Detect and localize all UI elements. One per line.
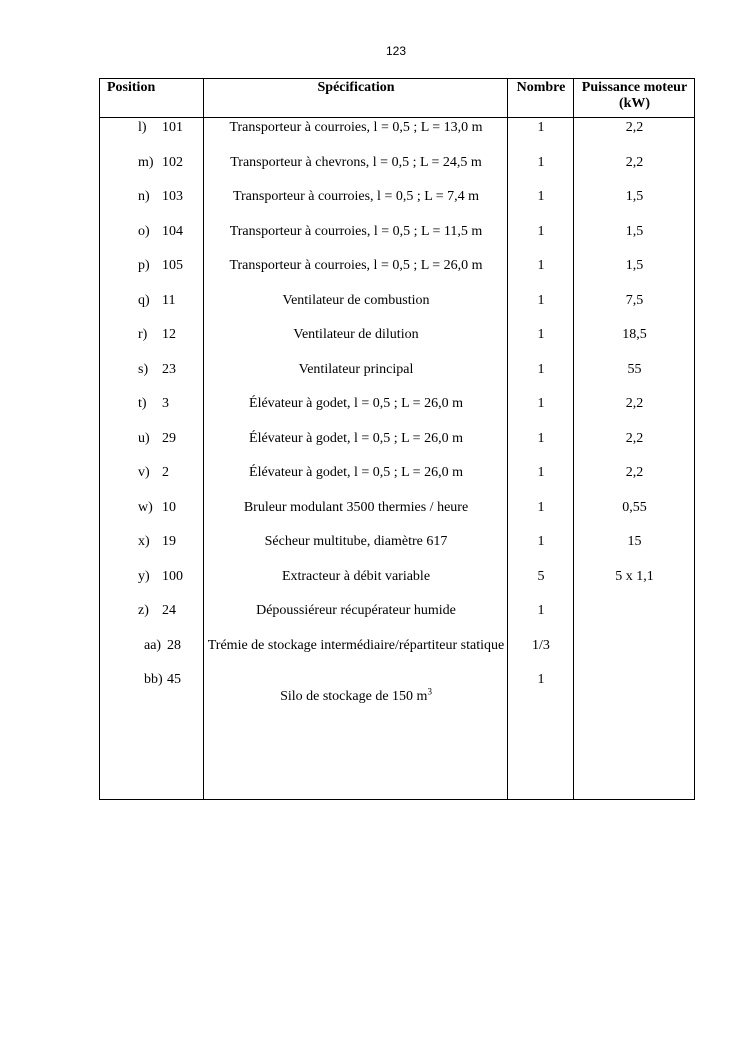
row-power: 2,2 [625, 465, 644, 480]
row-letter: w) [138, 499, 153, 515]
row-count: 5 [537, 568, 545, 584]
row-number: 102 [162, 154, 183, 170]
table-row [100, 258, 696, 292]
table-row [100, 120, 696, 154]
table-row [100, 672, 696, 712]
table-row [100, 327, 696, 361]
row-count: 1 [537, 154, 545, 170]
row-power: 18,5 [622, 327, 647, 342]
row-letter: p) [138, 258, 150, 273]
table-row [100, 603, 696, 637]
row-letter: n) [138, 189, 150, 204]
row-number: 23 [162, 361, 176, 377]
row-power: 2,2 [625, 154, 644, 170]
table-row [100, 638, 696, 672]
row-count: 1 [537, 258, 545, 273]
header-specification: Spécification [317, 80, 395, 95]
row-count: 1 [537, 499, 545, 515]
row-specification: Élévateur à godet, l = 0,5 ; L = 26,0 m [249, 465, 463, 480]
row-power: 2,2 [625, 396, 644, 411]
row-count: 1 [537, 430, 545, 446]
row-number: 3 [162, 396, 169, 411]
row-specification: Élévateur à godet, l = 0,5 ; L = 26,0 m [249, 430, 463, 446]
row-count: 1 [537, 361, 545, 377]
row-specification: Ventilateur de dilution [293, 327, 419, 342]
row-letter: x) [138, 534, 150, 549]
row-power: 2,2 [625, 430, 644, 446]
row-power: 55 [627, 361, 642, 377]
row-number: 101 [162, 120, 183, 135]
row-count: 1 [537, 465, 545, 480]
row-count: 1 [537, 396, 545, 411]
row-power: 0,55 [622, 499, 647, 515]
table-row [100, 500, 696, 534]
row-letter: v) [138, 465, 150, 480]
row-number: 2 [162, 465, 169, 480]
row-power: 1,5 [625, 189, 644, 204]
table-row [100, 224, 696, 258]
row-specification: Dépoussiéreur récupérateur humide [256, 603, 456, 618]
row-number: 29 [162, 430, 176, 446]
row-count: 1 [537, 327, 545, 342]
page-number: 123 [385, 44, 407, 58]
header-position: Position [107, 80, 156, 95]
row-specification: Trémie de stockage intermédiaire/répartiteur statique [207, 637, 505, 653]
specification-text: Silo de stockage de 150 m [280, 689, 428, 704]
row-power: 1,5 [625, 258, 644, 273]
row-specification: Transporteur à courroies, l = 0,5 ; L = 11,5 m [229, 223, 483, 239]
row-letter: y) [138, 568, 150, 584]
row-number: 24 [162, 603, 176, 618]
row-letter: l) [138, 120, 147, 135]
row-count: 1/3 [532, 637, 550, 653]
row-letter: t) [138, 396, 147, 411]
specification-superscript: 3 [427, 686, 432, 697]
row-number: 100 [162, 568, 183, 584]
row-power: 15 [627, 534, 642, 549]
row-number: 105 [162, 258, 183, 273]
row-letter: z) [138, 603, 149, 618]
row-specification: Transporteur à courroies, l = 0,5 ; L = 7,4 m [232, 189, 480, 204]
row-letter: o) [138, 223, 150, 239]
table-row [100, 396, 696, 430]
header-divider [100, 117, 694, 118]
row-count: 1 [537, 189, 545, 204]
row-specification: Transporteur à chevrons, l = 0,5 ; L = 24,5 m [230, 154, 482, 170]
row-letter: bb) [144, 672, 163, 687]
header-count: Nombre [516, 80, 566, 95]
row-letter: s) [138, 361, 149, 377]
row-count: 1 [537, 223, 545, 239]
table-row [100, 431, 696, 465]
row-count: 1 [537, 292, 545, 308]
row-number: 104 [162, 223, 183, 239]
table-row [100, 534, 696, 568]
row-power: 7,5 [625, 292, 644, 308]
table-row [100, 362, 696, 396]
row-letter: u) [138, 430, 150, 446]
row-power: 2,2 [625, 120, 644, 135]
row-specification: Ventilateur de combustion [282, 292, 430, 308]
row-number: 28 [167, 637, 181, 653]
row-count: 1 [537, 534, 545, 549]
row-number: 19 [162, 534, 176, 549]
row-letter: q) [138, 292, 150, 308]
row-specification: Ventilateur principal [298, 361, 414, 377]
row-count: 1 [537, 672, 545, 687]
row-specification: Élévateur à godet, l = 0,5 ; L = 26,0 m [249, 396, 463, 411]
table-row [100, 465, 696, 499]
row-power: 5 x 1,1 [615, 568, 654, 584]
row-specification: Transporteur à courroies, l = 0,5 ; L = 26,0 m [229, 258, 483, 273]
row-number: 45 [167, 672, 181, 687]
header-power: Puissance moteur (kW) [581, 80, 688, 111]
row-power: 1,5 [625, 223, 644, 239]
equipment-table [99, 78, 695, 800]
row-specification: Extracteur à débit variable [281, 568, 431, 584]
row-specification: Bruleur modulant 3500 thermies / heure [243, 499, 469, 515]
row-specification [204, 686, 508, 705]
row-number: 12 [162, 327, 176, 342]
table-row [100, 569, 696, 603]
table-row [100, 155, 696, 189]
row-count: 1 [537, 120, 545, 135]
row-count: 1 [537, 603, 545, 618]
row-specification: Sécheur multitube, diamètre 617 [264, 534, 448, 549]
table-row [100, 293, 696, 327]
row-letter: aa) [144, 637, 162, 653]
row-number: 10 [162, 499, 176, 515]
row-letter: m) [138, 154, 154, 170]
row-number: 11 [162, 292, 176, 308]
row-letter: r) [138, 327, 148, 342]
table-row [100, 189, 696, 223]
row-specification: Transporteur à courroies, l = 0,5 ; L = 13,0 m [229, 120, 483, 135]
row-number: 103 [162, 189, 183, 204]
